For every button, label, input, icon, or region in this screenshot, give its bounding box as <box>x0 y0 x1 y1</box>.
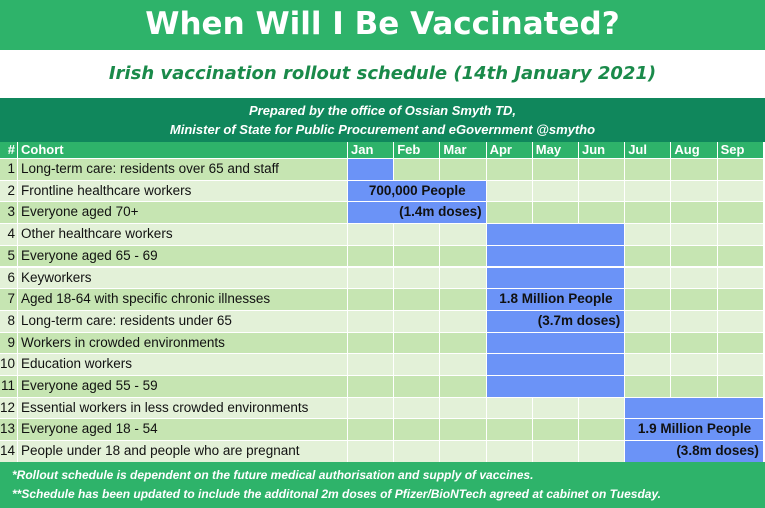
page-subtitle: Irish vaccination rollout schedule (14th January 2021) <box>0 50 765 98</box>
row-number: 1 <box>0 159 17 180</box>
month-cell <box>625 268 670 289</box>
row-cohort: Long-term care: residents over 65 and staff <box>18 159 347 180</box>
row-cohort: People under 18 and people who are pregnant <box>18 441 347 462</box>
month-cell <box>718 202 763 223</box>
month-cell <box>579 441 624 462</box>
credits-line-1: Prepared by the office of Ossian Smyth TD, <box>248 103 517 118</box>
month-cell <box>671 376 716 397</box>
header-month: Aug <box>671 142 716 158</box>
month-cell <box>671 224 716 245</box>
schedule-bar <box>487 246 625 267</box>
month-cell <box>671 289 716 310</box>
month-cell <box>718 289 763 310</box>
month-cell <box>671 333 716 354</box>
month-cell <box>348 376 393 397</box>
month-cell <box>718 354 763 375</box>
month-cell <box>394 268 439 289</box>
row-cohort: Workers in crowded environments <box>18 333 347 354</box>
month-cell <box>394 159 439 180</box>
month-cell <box>348 268 393 289</box>
schedule-table <box>0 142 765 462</box>
footnote-2: **Schedule has been updated to include the additonal 2m doses of Pfizer/BioNTech agreed at cabinet on Tuesday. <box>12 487 662 501</box>
month-cell <box>487 419 532 440</box>
month-cell <box>718 376 763 397</box>
month-cell <box>625 202 670 223</box>
row-number: 9 <box>0 333 17 354</box>
month-cell <box>394 311 439 332</box>
row-number: 5 <box>0 246 17 267</box>
schedule-annotation: (3.8m doses) <box>676 443 759 459</box>
month-cell <box>394 441 439 462</box>
schedule-annotation: 1.9 Million People <box>637 421 752 437</box>
header-month: Jan <box>348 142 393 158</box>
row-number: 13 <box>0 419 17 440</box>
month-cell <box>394 246 439 267</box>
month-cell <box>440 159 485 180</box>
month-cell <box>671 202 716 223</box>
month-cell <box>394 289 439 310</box>
row-number: 12 <box>0 398 17 419</box>
row-number: 7 <box>0 289 17 310</box>
month-cell <box>533 441 578 462</box>
month-cell <box>348 289 393 310</box>
row-cohort: Everyone aged 55 - 59 <box>18 376 347 397</box>
month-cell <box>625 333 670 354</box>
page-title: When Will I Be Vaccinated? <box>0 0 765 48</box>
month-cell <box>348 441 393 462</box>
row-number: 3 <box>0 202 17 223</box>
month-cell <box>440 354 485 375</box>
row-number: 4 <box>0 224 17 245</box>
month-cell <box>440 289 485 310</box>
header-month: Sep <box>718 142 763 158</box>
month-cell <box>579 202 624 223</box>
row-cohort: Everyone aged 65 - 69 <box>18 246 347 267</box>
month-cell <box>348 398 393 419</box>
header-num: # <box>0 142 17 158</box>
month-cell <box>440 246 485 267</box>
month-cell <box>440 311 485 332</box>
month-cell <box>718 268 763 289</box>
row-cohort: Keyworkers <box>18 268 347 289</box>
row-cohort: Aged 18-64 with specific chronic illnesses <box>18 289 347 310</box>
row-cohort: Essential workers in less crowded environments <box>18 398 347 419</box>
month-cell <box>625 376 670 397</box>
month-cell <box>625 246 670 267</box>
row-number: 10 <box>0 354 17 375</box>
schedule-bar <box>487 376 625 397</box>
month-cell <box>348 311 393 332</box>
month-cell <box>348 246 393 267</box>
month-cell <box>394 419 439 440</box>
month-cell <box>487 441 532 462</box>
schedule-annotation: (3.7m doses) <box>537 312 621 328</box>
month-cell <box>394 354 439 375</box>
credits-line-2: Minister of State for Public Procurement and eGovernment @smytho <box>169 122 596 137</box>
header-month: Jun <box>579 142 624 158</box>
month-cell <box>718 159 763 180</box>
month-cell <box>348 419 393 440</box>
month-cell <box>440 398 485 419</box>
header-cohort: Cohort <box>18 142 347 158</box>
month-cell <box>718 311 763 332</box>
month-cell <box>718 224 763 245</box>
month-cell <box>671 246 716 267</box>
row-cohort: Education workers <box>18 354 347 375</box>
row-number: 11 <box>0 376 17 397</box>
month-cell <box>487 181 532 202</box>
month-cell <box>533 419 578 440</box>
schedule-bar <box>625 398 763 419</box>
row-cohort: Long-term care: residents under 65 <box>18 311 347 332</box>
month-cell <box>671 159 716 180</box>
month-cell <box>579 398 624 419</box>
month-cell <box>440 268 485 289</box>
month-cell <box>440 333 485 354</box>
row-cohort: Other healthcare workers <box>18 224 347 245</box>
schedule-annotation: (1.4m doses) <box>399 204 482 220</box>
credits-banner <box>0 98 765 142</box>
schedule-bar <box>487 354 625 375</box>
month-cell <box>625 224 670 245</box>
month-cell <box>348 333 393 354</box>
month-cell <box>579 419 624 440</box>
month-cell <box>394 376 439 397</box>
month-cell <box>394 224 439 245</box>
schedule-bar <box>487 224 625 245</box>
header-month: Mar <box>440 142 485 158</box>
row-cohort: Frontline healthcare workers <box>18 181 347 202</box>
schedule-bar <box>487 333 625 354</box>
month-cell <box>348 224 393 245</box>
header-month: Jul <box>625 142 670 158</box>
month-cell <box>440 441 485 462</box>
month-cell <box>533 202 578 223</box>
month-cell <box>487 398 532 419</box>
header-month: Feb <box>394 142 439 158</box>
schedule-annotation: 1.8 Million People <box>499 291 613 307</box>
month-cell <box>579 181 624 202</box>
month-cell <box>671 311 716 332</box>
month-cell <box>579 159 624 180</box>
month-cell <box>718 333 763 354</box>
footnote-1: *Rollout schedule is dependent on the future medical authorisation and supply of vaccines. <box>12 468 534 482</box>
month-cell <box>487 202 532 223</box>
month-cell <box>394 398 439 419</box>
schedule-bar <box>487 268 625 289</box>
month-cell <box>718 246 763 267</box>
row-number: 6 <box>0 268 17 289</box>
row-cohort: Everyone aged 18 - 54 <box>18 419 347 440</box>
month-cell <box>625 159 670 180</box>
month-cell <box>671 268 716 289</box>
row-number: 14 <box>0 441 17 462</box>
month-cell <box>625 289 670 310</box>
footnotes <box>0 462 765 508</box>
month-cell <box>533 159 578 180</box>
month-cell <box>394 333 439 354</box>
month-cell <box>440 376 485 397</box>
schedule-annotation: 700,000 People <box>368 182 466 198</box>
month-cell <box>625 181 670 202</box>
header-month: May <box>533 142 578 158</box>
row-cohort: Everyone aged 70+ <box>18 202 347 223</box>
month-cell <box>625 354 670 375</box>
row-number: 2 <box>0 181 17 202</box>
month-cell <box>625 311 670 332</box>
month-cell <box>533 398 578 419</box>
header-month: Apr <box>487 142 532 158</box>
month-cell <box>533 181 578 202</box>
month-cell <box>440 419 485 440</box>
month-cell <box>440 224 485 245</box>
month-cell <box>487 159 532 180</box>
month-cell <box>348 354 393 375</box>
month-cell <box>671 181 716 202</box>
row-number: 8 <box>0 311 17 332</box>
month-cell <box>671 354 716 375</box>
schedule-bar <box>348 159 393 180</box>
month-cell <box>718 181 763 202</box>
